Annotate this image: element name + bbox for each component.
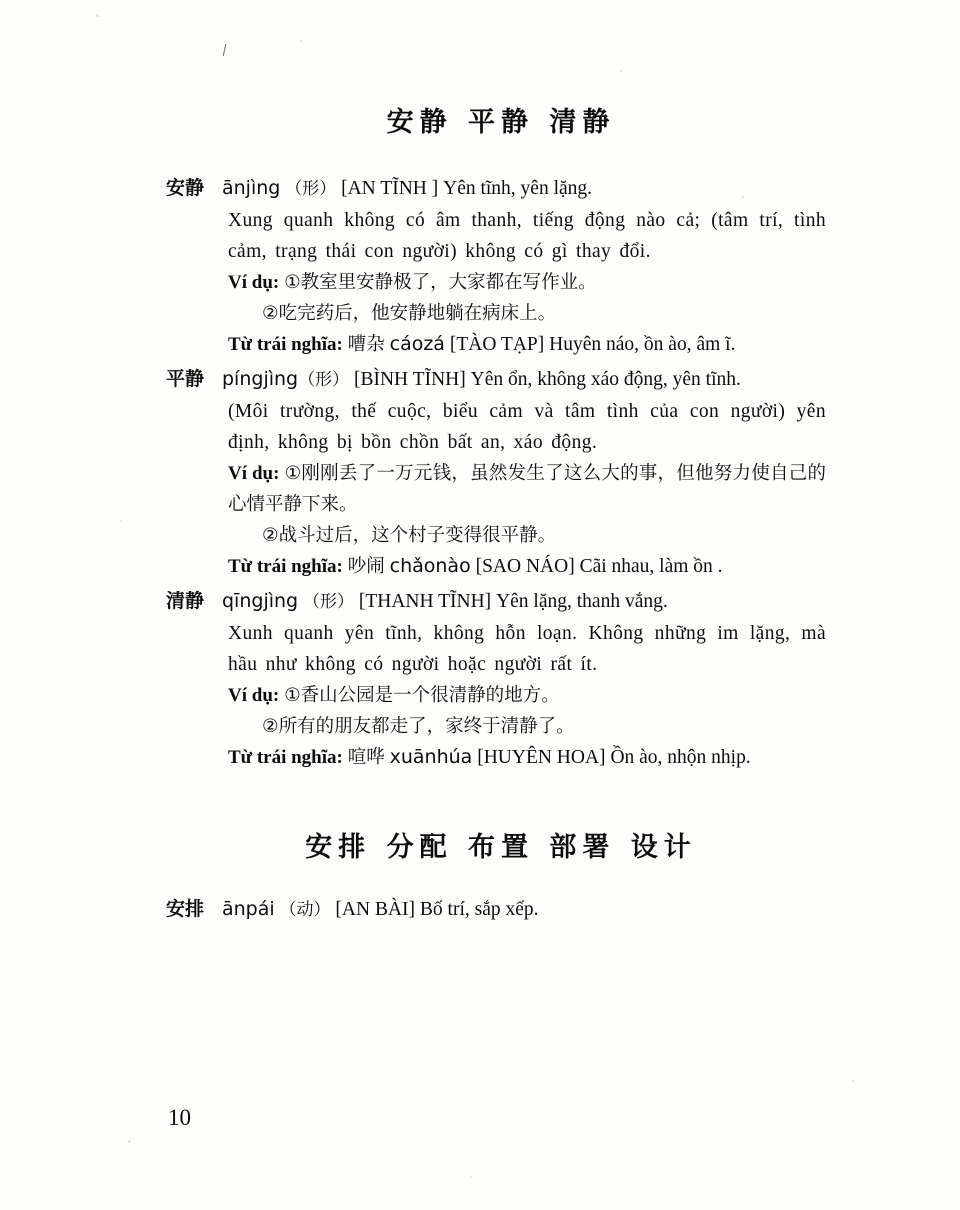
- example-text: ②战斗过后，这个村子变得很平静。: [262, 525, 557, 546]
- scan-speckle: [470, 1176, 472, 1178]
- dictionary-entry: [166, 364, 826, 582]
- entry-example-row: [166, 711, 826, 742]
- entry-example-row: [166, 298, 826, 329]
- entry-group-title: 安排 分配 布置 部署 设计: [305, 832, 697, 863]
- entry-part-of-speech: （形）: [302, 592, 354, 612]
- entry-example-row: [166, 267, 826, 298]
- example-text: ①香山公园是一个很清静的地方。: [284, 685, 560, 706]
- scan-speckle: [120, 520, 122, 522]
- entry-headword: 安排: [166, 898, 205, 920]
- scan-mark: [223, 44, 226, 56]
- antonym-label: Từ trái nghĩa:: [228, 556, 343, 577]
- entry-example-row: [166, 458, 826, 520]
- entry-antonym-row: [166, 329, 826, 360]
- entry-gloss: Yên lặng, thanh vắng.: [496, 591, 668, 612]
- scan-speckle: [96, 14, 99, 17]
- scan-speckle: [852, 1080, 854, 1082]
- entry-sinovietnamese: [AN TĨNH ]: [341, 178, 439, 199]
- antonym-gloss: Huyên náo, ồn ào, âm ĩ.: [549, 334, 736, 355]
- entry-pinyin: ānjìng: [222, 177, 281, 199]
- entry-definition: (Môi trường, thế cuộc, biểu cảm và tâm tình của con người) yên định, không bị bồn chồn bất an, xáo động.: [228, 401, 826, 453]
- example-label: Ví dụ:: [228, 463, 280, 484]
- entry-sinovietnamese: [THANH TĨNH]: [358, 591, 492, 612]
- entry-pinyin: qīngjìng: [222, 590, 299, 612]
- example-label: Ví dụ:: [228, 272, 280, 293]
- antonym-pinyin: xuānhúa: [389, 746, 473, 768]
- entry-headword: 安静: [166, 177, 205, 199]
- entry-part-of-speech: （动）: [279, 900, 331, 920]
- entry-antonym-row: [166, 742, 826, 773]
- example-text: ②吃完药后，他安静地躺在病床上。: [262, 303, 557, 324]
- example-text: ①刚刚丢了一万元钱，虽然发生了这么大的事，但他努力使自己的心情平静下来。: [228, 463, 827, 515]
- dictionary-entry: [166, 894, 826, 926]
- example-text: ②所有的朋友都走了，家终于清静了。: [262, 716, 575, 737]
- antonym-gloss: Ồn ào, nhộn nhịp.: [610, 747, 751, 768]
- entry-gloss: Bố trí, sắp xếp.: [419, 899, 539, 920]
- entry-example-row: [166, 680, 826, 711]
- entry-pinyin: píngjìng: [222, 368, 299, 390]
- entry-pinyin: ānpái: [222, 898, 275, 920]
- antonym-pinyin: cáozá: [389, 333, 445, 355]
- entry-group-title: 安静 平静 清静: [386, 107, 616, 138]
- entry-headword: 清静: [166, 590, 205, 612]
- antonym-label: Từ trái nghĩa:: [228, 334, 343, 355]
- antonym-hanzi: 喧哗: [347, 747, 385, 768]
- antonym-hanzi: 嘈杂: [347, 334, 385, 355]
- entry-part-of-speech: （形）: [285, 179, 337, 199]
- dictionary-entry: [166, 586, 826, 773]
- antonym-sinovietnamese: [SAO NÁO]: [475, 556, 575, 577]
- page-number: 10: [168, 1105, 191, 1130]
- example-text: ①教室里安静极了，大家都在写作业。: [284, 272, 597, 293]
- entry-part-of-speech: （形）: [298, 370, 350, 390]
- scan-speckle: [128, 1140, 131, 1143]
- antonym-gloss: Cãi nhau, làm ồn .: [579, 556, 723, 577]
- antonym-sinovietnamese: [TÀO TẠP]: [449, 334, 545, 355]
- entry-sinovietnamese: [AN BÀI]: [335, 899, 416, 920]
- entry-definition: Xunh quanh yên tĩnh, không hỗn loạn. Không những im lặng, mà hầu như không có người hoặc người rất ít.: [228, 623, 826, 675]
- scan-speckle: [620, 70, 622, 72]
- entry-definition: Xung quanh không có âm thanh, tiếng động nào cả; (tâm trí, tình cảm, trạng thái con người) không có gì thay đổi.: [228, 210, 826, 262]
- page-content: [166, 100, 826, 930]
- entry-gloss: Yên ổn, không xáo động, yên tĩnh.: [470, 369, 741, 390]
- entry-gloss: Yên tĩnh, yên lặng.: [443, 178, 593, 199]
- antonym-pinyin: chǎonào: [389, 555, 471, 577]
- antonym-hanzi: 吵闹: [347, 556, 385, 577]
- antonym-sinovietnamese: [HUYÊN HOA]: [477, 747, 606, 768]
- entry-sinovietnamese: [BÌNH TĨNH]: [353, 369, 466, 390]
- entry-antonym-row: [166, 551, 826, 582]
- dictionary-entry: [166, 173, 826, 360]
- scan-speckle: [300, 40, 302, 42]
- entry-headword: 平静: [166, 368, 205, 390]
- entry-example-row: [166, 520, 826, 551]
- antonym-label: Từ trái nghĩa:: [228, 747, 343, 768]
- example-label: Ví dụ:: [228, 685, 280, 706]
